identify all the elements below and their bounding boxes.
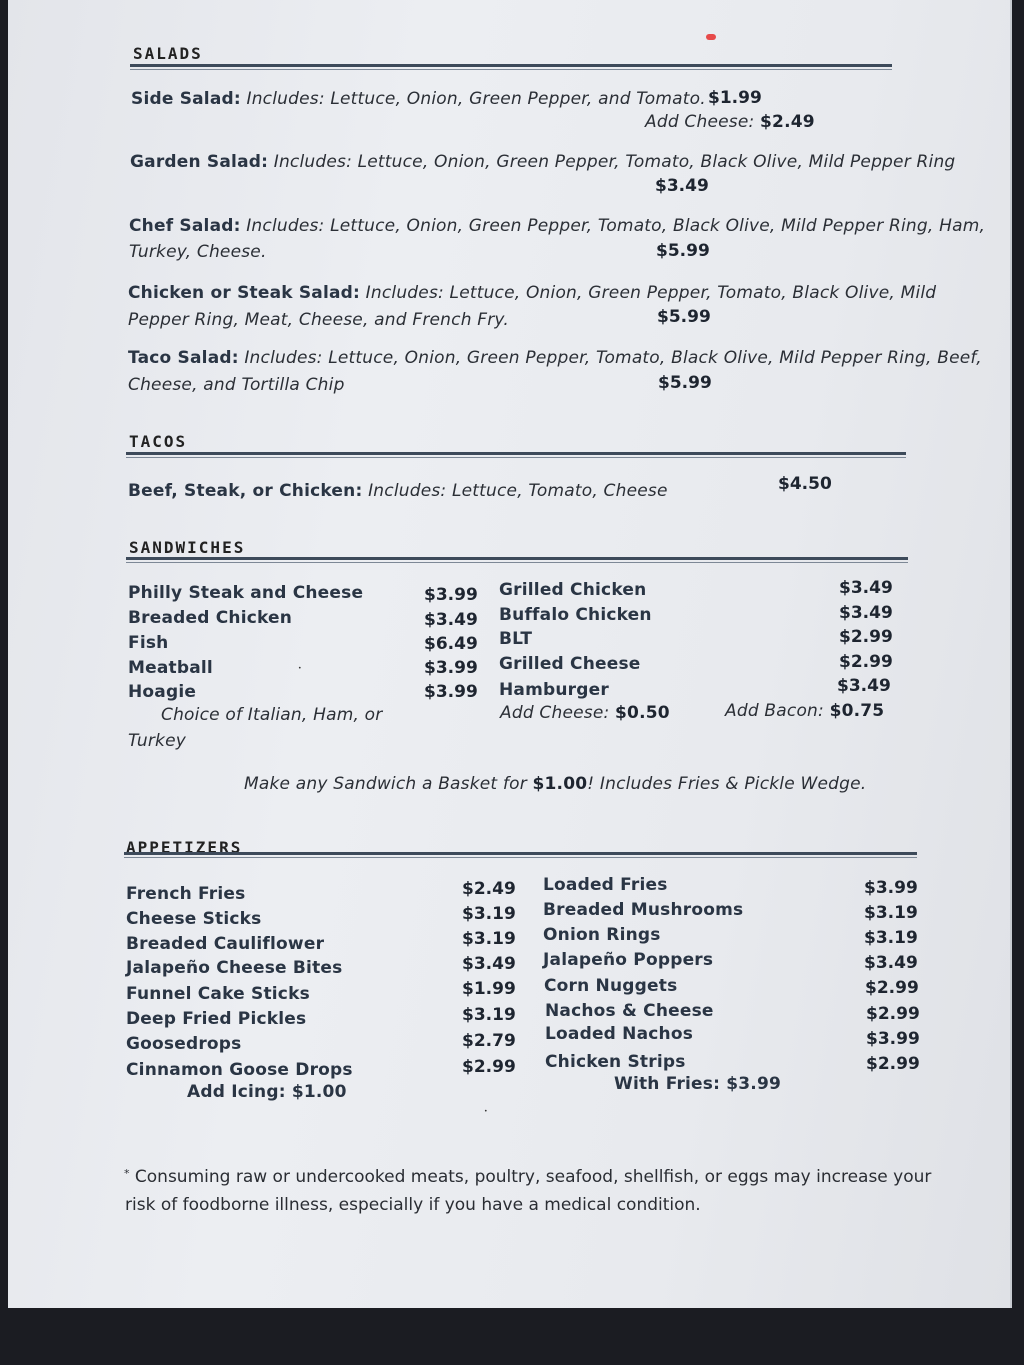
sandwich-price: $2.99 — [839, 627, 893, 647]
asterisk: * — [124, 1167, 130, 1180]
basket-note-text-end: ! Includes Fries & Pickle Wedge. — [587, 774, 867, 794]
menu-item-side-salad — [131, 89, 706, 109]
appetizer-price: $2.99 — [866, 1004, 920, 1024]
item-description-continued: Pepper Ring, Meat, Cheese, and French Fry. — [128, 310, 509, 330]
appetizer-price: $2.79 — [462, 1031, 516, 1051]
appetizer-price: $3.19 — [462, 1005, 516, 1025]
section-rule — [126, 557, 908, 560]
red-light-reflection — [706, 34, 716, 40]
sandwich-price: $3.99 — [424, 585, 478, 605]
appetizer-name: Cinnamon Goose Drops — [126, 1060, 353, 1080]
sandwich-name: Hoagie — [128, 682, 197, 702]
basket-price: $1.00 — [532, 774, 588, 794]
sandwich-price: $3.49 — [424, 610, 478, 630]
hoagie-note: Choice of Italian, Ham, or — [161, 705, 383, 725]
appetizer-name: Chicken Strips — [545, 1052, 686, 1072]
item-price: $5.99 — [657, 307, 711, 327]
item-description: Includes: Lettuce, Onion, Green Pepper, Tomato, Black Olive, Mild Pepper Ring — [273, 152, 956, 172]
appetizer-name: Jalapeño Cheese Bites — [126, 958, 343, 978]
sandwich-name: BLT — [499, 629, 533, 649]
appetizer-name: French Fries — [126, 884, 246, 904]
appetizer-name: Goosedrops — [126, 1034, 242, 1054]
basket-note — [244, 774, 866, 794]
appetizer-name: Breaded Cauliflower — [126, 934, 325, 954]
sandwich-price: $3.49 — [839, 603, 893, 623]
sandwich-price: $3.49 — [837, 676, 891, 696]
appetizer-price: $3.19 — [462, 929, 516, 949]
sandwich-name: Grilled Chicken — [499, 580, 647, 600]
appetizer-price: $2.49 — [462, 879, 516, 899]
menu-item-chef-salad — [129, 216, 985, 236]
hoagie-note-continued: Turkey — [128, 731, 187, 751]
appetizer-price: $3.49 — [864, 953, 918, 973]
appetizer-name: Breaded Mushrooms — [543, 900, 744, 920]
section-title-sandwiches: SANDWICHES — [129, 538, 246, 557]
menu-page — [8, 0, 1012, 1308]
appetizer-name: Loaded Fries — [543, 875, 668, 895]
section-rule — [124, 852, 917, 855]
fries-note: With Fries: $3.99 — [614, 1074, 782, 1094]
sandwich-price: $6.49 — [424, 634, 478, 654]
sandwich-add-cheese — [500, 703, 670, 723]
sandwich-price: $3.99 — [424, 682, 478, 702]
appetizer-price: $3.19 — [462, 904, 516, 924]
add-cheese-option — [645, 112, 815, 132]
sandwich-add-bacon — [725, 701, 884, 721]
item-name: Side Salad: — [131, 89, 241, 109]
section-title-appetizers: APPETIZERS — [126, 838, 243, 857]
menu-item-garden-salad — [130, 152, 955, 172]
sandwich-name: Breaded Chicken — [128, 608, 293, 628]
section-title-tacos: TACOS — [129, 432, 188, 451]
item-name: Chef Salad: — [129, 216, 241, 236]
sandwich-name: Grilled Cheese — [499, 654, 641, 674]
item-name: Beef, Steak, or Chicken: — [128, 481, 363, 501]
item-name: Taco Salad: — [128, 348, 239, 368]
appetizer-price: $1.99 — [462, 979, 516, 999]
item-price: $3.49 — [655, 176, 709, 196]
appetizer-name: Corn Nuggets — [544, 976, 678, 996]
section-rule — [130, 64, 892, 67]
appetizer-price: $3.19 — [864, 903, 918, 923]
appetizer-price: $2.99 — [462, 1057, 516, 1077]
disclaimer-text: Consuming raw or undercooked meats, poultry, seafood, shellfish, or eggs may increase your — [134, 1167, 932, 1187]
appetizer-price: $2.99 — [866, 1054, 920, 1074]
section-rule — [126, 452, 906, 455]
item-price: $5.99 — [658, 373, 712, 393]
item-description-continued: Turkey, Cheese. — [129, 242, 267, 262]
disclaimer-line-2: risk of foodborne illness, especially if you have a medical condition. — [125, 1195, 701, 1215]
item-description: Includes: Lettuce, Tomato, Cheese — [368, 481, 668, 501]
sandwich-price: $3.99 — [424, 658, 478, 678]
option-label: Add Bacon: — [725, 701, 824, 721]
item-price: $4.50 — [778, 474, 832, 494]
option-label: Add Cheese: — [645, 112, 755, 132]
appetizer-name: Deep Fried Pickles — [126, 1009, 307, 1029]
option-label: Add Cheese: — [500, 703, 610, 723]
appetizer-price: $3.49 — [462, 954, 516, 974]
speck: • — [298, 665, 302, 672]
appetizer-name: Nachos & Cheese — [545, 1001, 714, 1021]
option-price: $2.49 — [760, 112, 815, 132]
appetizer-name: Jalapeño Poppers — [543, 950, 714, 970]
icing-note: Add Icing: $1.00 — [187, 1082, 347, 1102]
disclaimer-line-1 — [124, 1167, 931, 1187]
appetizer-name: Loaded Nachos — [545, 1024, 694, 1044]
item-price: $5.99 — [656, 241, 710, 261]
item-description: Includes: Lettuce, Onion, Green Pepper, and Tomato. — [246, 89, 706, 109]
appetizer-price: $3.19 — [864, 928, 918, 948]
menu-item-taco-salad — [128, 348, 982, 368]
item-price: $1.99 — [708, 88, 762, 108]
sandwich-price: $3.49 — [839, 578, 893, 598]
sandwich-name: Buffalo Chicken — [499, 605, 652, 625]
menu-item-chicken-steak-salad — [128, 283, 936, 303]
appetizer-name: Onion Rings — [543, 925, 661, 945]
appetizer-price: $3.99 — [866, 1029, 920, 1049]
section-title-salads: SALADS — [133, 44, 203, 63]
sandwich-price: $2.99 — [839, 652, 893, 672]
sandwich-name: Meatball — [128, 658, 213, 678]
appetizer-name: Funnel Cake Sticks — [126, 984, 310, 1004]
item-description: Includes: Lettuce, Onion, Green Pepper, Tomato, Black Olive, Mild — [365, 283, 937, 303]
item-description: Includes: Lettuce, Onion, Green Pepper, Tomato, Black Olive, Mild Pepper Ring, Beef, — [244, 348, 982, 368]
item-name: Garden Salad: — [130, 152, 269, 172]
appetizer-name: Cheese Sticks — [126, 909, 262, 929]
item-description-continued: Cheese, and Tortilla Chip — [128, 375, 345, 395]
basket-note-text: Make any Sandwich a Basket for — [244, 774, 527, 794]
item-description: Includes: Lettuce, Onion, Green Pepper, Tomato, Black Olive, Mild Pepper Ring, Ham, — [246, 216, 986, 236]
sandwich-name: Fish — [128, 633, 169, 653]
menu-item-tacos — [128, 481, 668, 501]
appetizer-price: $3.99 — [864, 878, 918, 898]
item-name: Chicken or Steak Salad: — [128, 283, 361, 303]
sandwich-name: Philly Steak and Cheese — [128, 583, 364, 603]
speck: • — [484, 1108, 488, 1115]
option-price: $0.75 — [829, 701, 885, 721]
sandwich-name: Hamburger — [499, 680, 609, 700]
option-price: $0.50 — [615, 703, 670, 723]
appetizer-price: $2.99 — [865, 978, 919, 998]
